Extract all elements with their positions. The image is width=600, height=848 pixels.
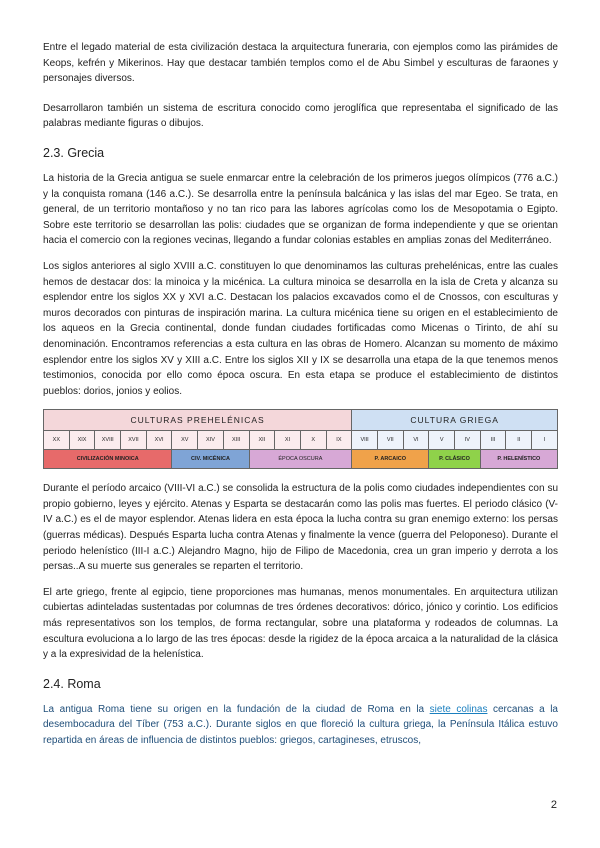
siete-colinas-link[interactable]: siete colinas	[429, 703, 488, 715]
century-cell: XI	[275, 431, 301, 450]
century-cell: XIII	[223, 431, 249, 450]
century-cell: XIV	[198, 431, 224, 450]
page-content	[43, 40, 558, 759]
paragraph: Durante el período arcaico (VIII-VI a.C.) se consolida la estructura de la polis como ciudades independientes con su propio gobierno, leyes y ejército. Atenas y Esparta se destacarán como las polis mas fuertes. El periodo clásico (V-IV a.C.) es el de mayor esplendor. Atenas lidera en esta época la lucha contra su gran enemigo externo: los persas (guerras médicas). Después Esparta lucha contra Atenas y finalmente la vence (guerra del Peloponeso). Durante el periodo helenístico (III-I a.C.) Alejandro Magno, hijo de Filipo de Macedonia, crea un gran imperio y derrota a los persas..A su muerte sus generales se reparten el territorio.	[43, 483, 558, 573]
period-micenica: CIV. MICÉNICA	[172, 450, 249, 469]
roma-text: La antigua Roma tiene su origen en la fundación de la ciudad de Roma en la	[43, 703, 430, 715]
century-cell: IV	[455, 431, 481, 450]
period-oscura: ÉPOCA OSCURA	[249, 450, 352, 469]
century-cell: XV	[172, 431, 198, 450]
century-cell: XX	[44, 431, 70, 450]
century-row	[44, 431, 558, 450]
paragraph-roma	[43, 702, 558, 749]
century-cell: I	[532, 431, 558, 450]
century-cell: VII	[377, 431, 403, 450]
timeline-header-griega: CULTURA GRIEGA	[352, 410, 558, 431]
period-arcaico: P. ARCAICO	[352, 450, 429, 469]
paragraph: Entre el legado material de esta civilización destaca la arquitectura funeraria, con ejemplos como las pirámides de Keops, kefrén y Mikerinos. Hay que destacar también templos como el de Abu Simbel y esculturas de faraones y personajes diversos.	[43, 42, 558, 85]
page-number: 2	[550, 799, 557, 811]
section-heading-grecia: 2.3. Grecia	[43, 145, 105, 160]
century-cell: VIII	[352, 431, 378, 450]
timeline-header-prehelenicas: CULTURAS PREHELÉNICAS	[44, 410, 352, 431]
century-cell: XVII	[121, 431, 147, 450]
century-cell: V	[429, 431, 455, 450]
timeline-table	[43, 409, 558, 469]
century-cell: IX	[326, 431, 352, 450]
period-minoica: CIVILIZACIÓN MINOICA	[44, 450, 172, 469]
section-heading-roma: 2.4. Roma	[43, 676, 101, 691]
paragraph: La historia de la Grecia antigua se suele enmarcar entre la celebración de los primeros juegos olímpicos (776 a.C.) y la conquista romana (146 a.C.). Se desarrolla entre la península balcánica y las islas del mar Egeo. Se trata, en general, de un territorio montañoso y no tan rico para las labores agrícolas como los de Mesopotamia o Egipto. Sobre este territorio se desarrollan las polis: ciudades que se organizan de forma independiente y que se orientan hacia el comercio con la regiones vecinas, llegando a fundar colonias estables en amplias zonas del Mediterráneo.	[43, 172, 558, 247]
century-cell: XVI	[146, 431, 172, 450]
roma-text: cercanas a la desembocadura del Tíber (753 a.C.). Durante siglos en que floreció la cultura griega, la Península Itálica estuvo repartida en áreas de influencia de distintos pueblos: griegos, cartagineses, etruscos,	[43, 703, 558, 746]
century-cell: XVIII	[95, 431, 121, 450]
paragraph: El arte griego, frente al egipcio, tiene proporciones mas humanas, menos monumentales. En arquitectura utilizan cubiertas adinteladas sustentadas por columnas de tres órdenes decorativos: dórico, jónico y corintio. Los edificios más representativos son los templos, de forma rectangular, sobre una plataforma y rodeados de columnas. La escultura evoluciona a lo largo de las tres épocas: desde la rigidez de la época arcaica a la naturalidad de la clásica y a la expresividad de la helenística.	[43, 586, 558, 661]
century-cell: II	[506, 431, 532, 450]
period-helenistico: P. HELENÍSTICO	[480, 450, 557, 469]
paragraph: Desarrollaron también un sistema de escritura conocido como jeroglífica que representaba el significado de las palabras mediante figuras o dibujos.	[43, 102, 558, 130]
paragraph: Los siglos anteriores al siglo XVIII a.C. constituyen lo que denominamos las culturas prehelénicas, entre las cuales hemos de destacar dos: la minoica y la micénica. La cultura minoica se desarrolla en la isla de Creta y alcanza su esplendor entre los siglos XX y XVI a.C. Destacan los palacios excavados como el de Cnossos, con esculturas y muros decorados con pinturas de inspiración marina. La cultura micénica tiene su origen en el establecimiento de los aqueos en la Grecia continental, donde fundan ciudades fortificadas como Micenas o Tirinto, de ahí su denominación. Encontramos referencias a esta cultura en las obras de Homero. Alcanzan su momento de máximo esplendor entre los siglos XV y XIII a.C. Entre los siglos XII y IX se desarrolla una etapa de la que tenemos menos testimonios, conocida por ello como época oscura. En esta etapa se produce el establecimiento de distintos pueblos: dorios, jonios y eolios.	[43, 260, 558, 397]
century-cell: X	[300, 431, 326, 450]
century-cell: XII	[249, 431, 275, 450]
century-cell: VI	[403, 431, 429, 450]
century-cell: XIX	[69, 431, 95, 450]
period-clasico: P. CLÁSICO	[429, 450, 480, 469]
century-cell: III	[480, 431, 506, 450]
period-row	[44, 450, 558, 469]
